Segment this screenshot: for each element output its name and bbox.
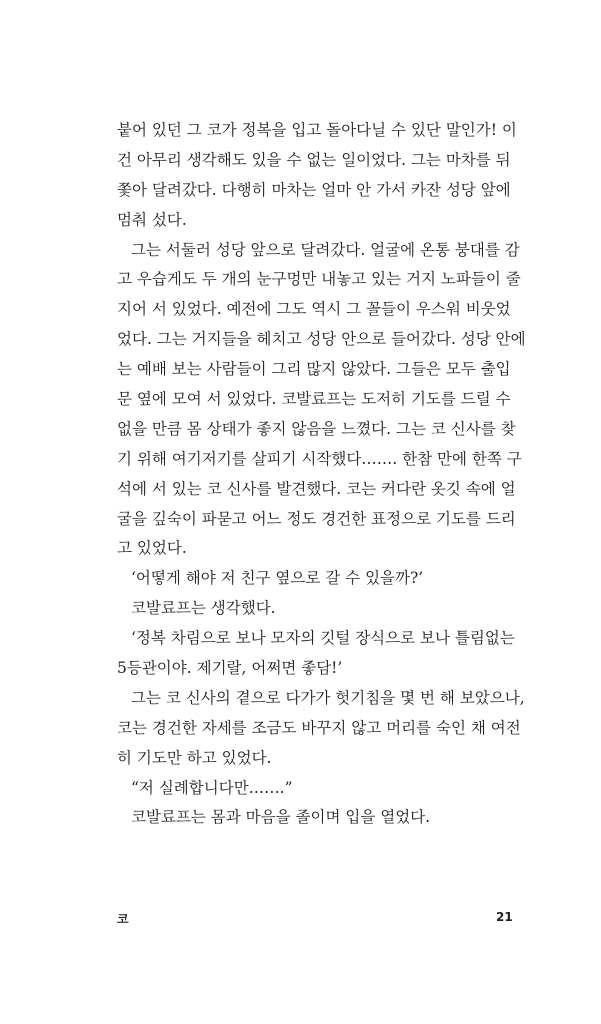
text-line: 히 기도만 하고 있었다. (117, 748, 272, 767)
text-line: 문 옆에 모여 서 있었다. 코발료프는 도저히 기도를 드릴 수 (117, 390, 511, 409)
text-line: 코는 경건한 자세를 조금도 바꾸지 않고 머리를 숙인 채 여전 (117, 718, 521, 737)
text-line: 붙어 있던 그 코가 정복을 입고 돌아다닐 수 있단 말인가! 이 (117, 121, 517, 139)
page-number: 21 (496, 910, 513, 924)
text-line: 고 있었다. (117, 539, 187, 558)
text-line: 굴을 깊숙이 파묻고 어느 정도 경건한 표정으로 기도를 드리 (117, 509, 516, 528)
text-line: 코발료프는 몸과 마음을 졸이며 입을 열었다. (131, 808, 431, 827)
text-line: 쫓아 달려갔다. 다행히 마차는 얼마 안 가서 카잔 성당 앞에 (117, 180, 511, 199)
body-text (117, 116, 526, 833)
text-line: 기 위해 여기저기를 살피기 시작했다……. 한참 만에 한쪽 구 (117, 449, 522, 468)
text-line: 고 우습게도 두 개의 눈구멍만 내놓고 있는 거지 노파들이 줄 (117, 270, 521, 289)
text-line: 지어 서 있었다. 예전에 그도 역시 그 꼴들이 우스워 비웃었 (117, 300, 511, 319)
text-line: 5등관이야. 제기랄, 어쩌면 좋담!’ (117, 659, 343, 678)
text-line: 그는 코 신사의 곁으로 다가가 헛기침을 몇 번 해 보았으나, (131, 688, 525, 707)
text-line: “저 실례합니다만…….” (131, 778, 293, 797)
text-line: 없을 만큼 몸 상태가 좋지 않음을 느꼈다. 그는 코 신사를 찾 (117, 419, 516, 438)
text-line: 건 아무리 생각해도 있을 수 없는 일이었다. 그는 마차를 뒤 (117, 150, 511, 169)
text-line: 었다. 그는 거지들을 헤치고 성당 안으로 들어갔다. 성당 안에 (117, 330, 526, 349)
text-line: 그는 서둘러 성당 앞으로 달려갔다. 얼굴에 온통 붕대를 감 (131, 240, 520, 259)
text-line: 석에 서 있는 코 신사를 발견했다. 코는 커다란 옷깃 속에 얼 (117, 479, 516, 498)
text-line: 는 예배 보는 사람들이 그리 많지 않았다. 그들은 모두 출입 (117, 360, 511, 379)
text-line: ‘정복 차림으로 보나 모자의 깃털 장식으로 보나 틀림없는 (131, 629, 515, 648)
running-footer-title: 코 (117, 912, 129, 926)
text-line: 코발료프는 생각했다. (131, 599, 276, 618)
text-line: 멈춰 섰다. (117, 210, 187, 229)
text-line: ‘어떻게 해야 저 친구 옆으로 갈 수 있을까?’ (131, 569, 424, 588)
